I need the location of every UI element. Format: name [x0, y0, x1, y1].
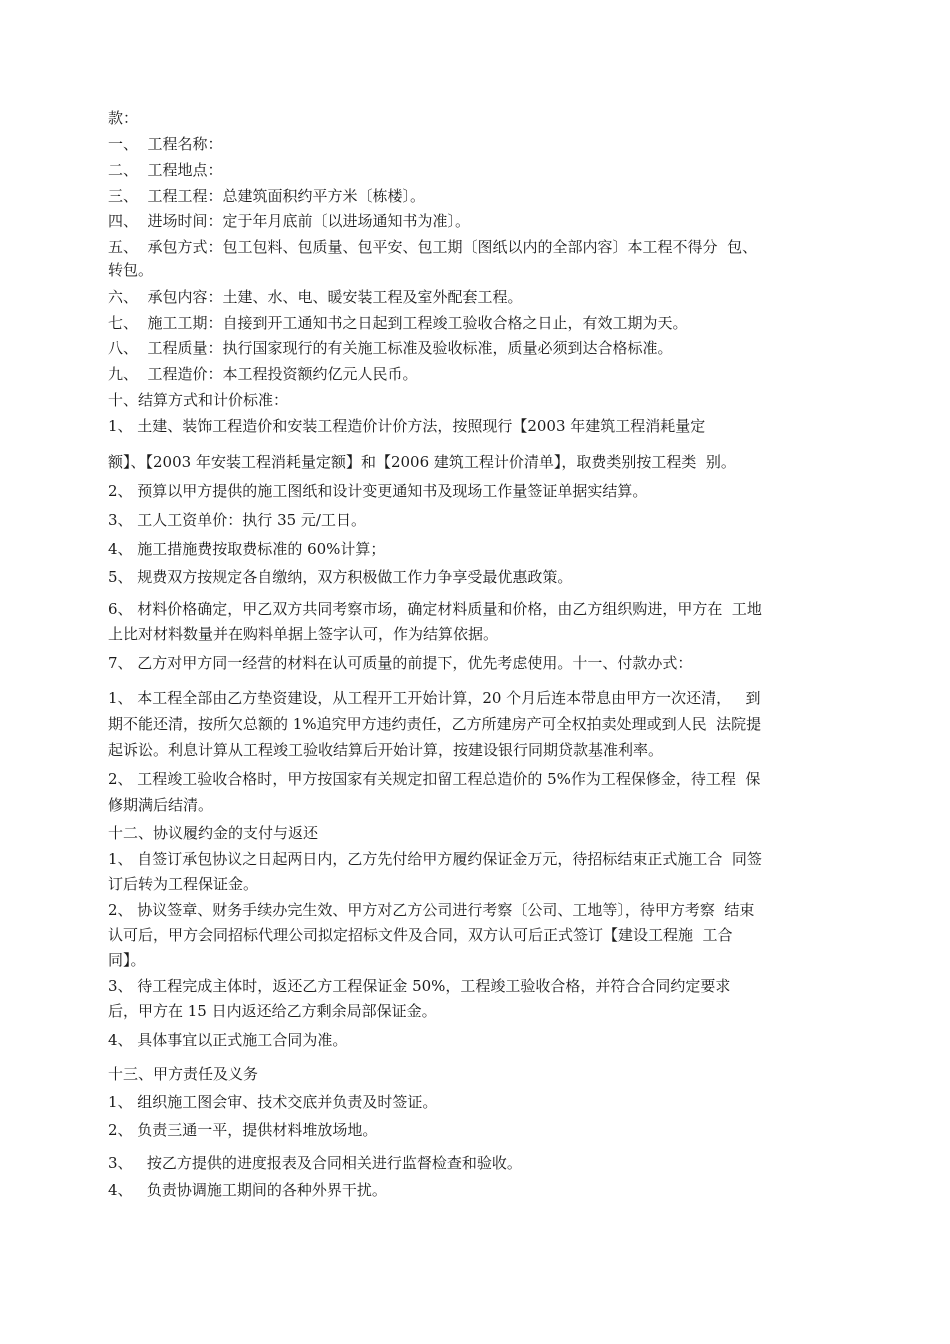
- text-line: 一、 工程名称：: [108, 135, 223, 153]
- text-line: 三、 工程工程：总建筑面积约平方米〔栋楼〕。: [108, 187, 426, 205]
- text-line: 修期满后结清。: [108, 796, 214, 814]
- text-line: 二、 工程地点：: [108, 161, 223, 179]
- text-line: 4、 施工措施费按取费标准的 60%计算；: [108, 540, 386, 558]
- text-line: 3、 工人工资单价：执行 35 元/工日。: [108, 511, 366, 529]
- text-line: 款：: [108, 109, 139, 127]
- text-line: 后，甲方在 15 日内返还给乙方剩余局部保证金。: [108, 1002, 437, 1020]
- text-line: 十二、协议履约金的支付与返还: [108, 824, 319, 842]
- text-line: 六、 承包内容：土建、水、电、暖安装工程及室外配套工程。: [108, 288, 523, 306]
- text-line: 1、 本工程全部由乙方垫资建设，从工程开工开始计算，20 个月后连本带息由甲方一次还清， 到: [108, 689, 761, 707]
- text-line: 订后转为工程保证金。: [108, 875, 259, 893]
- text-line: 起诉讼。利息计算从工程竣工验收结算后开始计算，按建设银行同期贷款基准利率。: [108, 741, 664, 759]
- text-line: 同】。: [108, 951, 146, 969]
- text-line: 认可后，甲方会同招标代理公司拟定招标文件及合同，双方认可后正式签订【建设工程施 工合: [108, 926, 733, 944]
- text-line: 七、 施工工期：自接到开工通知书之日起到工程竣工验收合格之日止，有效工期为天。: [108, 314, 688, 332]
- text-line: 4、 具体事宜以正式施工合同为准。: [108, 1031, 348, 1049]
- text-line: 1、 土建、装饰工程造价和安装工程造价计价方法，按照现行【2003 年建筑工程消耗量定: [108, 417, 706, 435]
- text-line: 上比对材料数量并在购料单据上签字认可，作为结算依据。: [108, 625, 499, 643]
- text-line: 四、 进场时间：定于年月底前〔以进场通知书为准〕。: [108, 212, 471, 230]
- text-line: 1、 自签订承包协议之日起两日内，乙方先付给甲方履约保证金万元，待招标结束正式施工合 同签: [108, 850, 762, 868]
- text-line: 5、 规费双方按规定各自缴纳，双方积极做工作力争享受最优惠政策。: [108, 568, 573, 586]
- text-line: 2、 工程竣工验收合格时，甲方按国家有关规定扣留工程总造价的 5%作为工程保修金，待工程 保: [108, 770, 761, 788]
- text-line: 五、 承包方式：包工包料、包质量、包平安、包工期〔图纸以内的全部内容〕本工程不得分 包、: [108, 238, 758, 256]
- text-line: 4、 负责协调施工期间的各种外界干扰。: [108, 1181, 387, 1199]
- text-line: 期不能还清，按所欠总额的 1%追究甲方违约责任，乙方所建房产可全权拍卖处理或到人民 法院提: [108, 715, 762, 733]
- text-line: 十三、甲方责任及义务: [108, 1065, 259, 1083]
- text-line: 十、结算方式和计价标准：: [108, 391, 289, 409]
- text-line: 2、 负责三通一平，提供材料堆放场地。: [108, 1121, 378, 1139]
- text-line: 转包。: [108, 261, 154, 279]
- text-line: 2、 协议签章、财务手续办完生效、甲方对乙方公司进行考察〔公司、工地等〕，待甲方考察 结束: [108, 901, 755, 919]
- text-line: 6、 材料价格确定，甲乙双方共同考察市场，确定材料质量和价格，由乙方组织购进，甲方在 工地: [108, 600, 762, 618]
- text-line: 1、 组织施工图会审、技术交底并负责及时签证。: [108, 1093, 438, 1111]
- text-line: 2、 预算以甲方提供的施工图纸和设计变更通知书及现场工作量签证单据实结算。: [108, 482, 648, 500]
- text-line: 7、 乙方对甲方同一经营的材料在认可质量的前提下，优先考虑使用。十一、付款办式：: [108, 654, 693, 672]
- text-line: 额】、【2003 年安装工程消耗量定额】和【2006 建筑工程计价清单】，取费类别按工程类 别。: [108, 453, 736, 471]
- text-line: 八、 工程质量：执行国家现行的有关施工标准及验收标准，质量必须到达合格标准。: [108, 339, 673, 357]
- text-line: 九、 工程造价：本工程投资额约亿元人民币。: [108, 365, 418, 383]
- text-line: 3、 待工程完成主体时，返还乙方工程保证金 50%，工程竣工验收合格，并符合合同约定要求: [108, 977, 731, 995]
- text-line: 3、 按乙方提供的进度报表及合同相关进行监督检查和验收。: [108, 1154, 522, 1172]
